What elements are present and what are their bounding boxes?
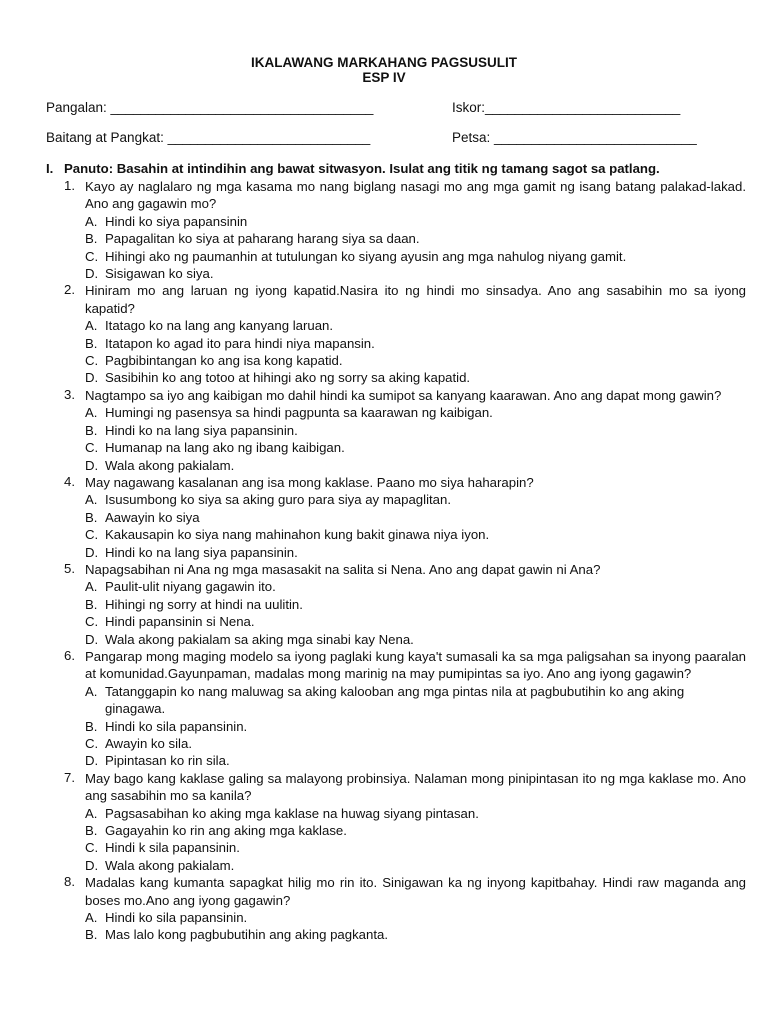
choice-letter: A. [85,579,98,595]
choice-text: Gagayahin ko rin ang aking mga kaklase. [105,823,347,839]
choice-list [64,317,746,387]
question-item [64,474,746,561]
choice-letter: B. [85,509,98,525]
choice-item [64,457,746,474]
choice-letter: A. [85,683,98,699]
exam-title: IKALAWANG MARKAHANG PAGSUSULIT [251,55,517,70]
choice-item [64,735,746,752]
choice-letter: D. [85,266,99,282]
choice-item [64,265,746,282]
choice-item [64,613,746,630]
choice-item [64,335,746,352]
choice-letter: C. [85,614,99,630]
choice-letter: D. [85,457,99,473]
choice-item [64,317,746,334]
question-text: Pangarap mong maging modelo sa iyong paglaki kung kaya't sumasali ka sa mga paligsahan sa inyong paaralan at komunidad.Gayunpaman, madalas mong marinig na may pumipintas sa iyo. Ano ang iyong gagawin? [85,648,746,682]
question-item [64,282,746,386]
choice-text: Wala akong pakialam. [105,857,235,873]
choice-text: Aawayin ko siya [105,509,200,525]
choice-text: Tatanggapin ko nang maluwag sa aking kalooban ang mga pintas nila at pagbubutihin ko ang aking ginagawa. [105,683,685,717]
name-field: Pangalan: ___________________________________ [46,100,374,115]
choice-letter: C. [85,440,99,456]
score-field: Iskor:__________________________ [452,100,681,115]
question-number: 3. [64,386,75,402]
question-number: 5. [64,560,75,576]
choice-letter: B. [85,596,98,612]
grade-section-field: Baitang at Pangkat: ___________________________ [46,130,371,145]
choice-text: Pagsasabihan ko aking mga kaklase na huwag siyang pintasan. [105,805,479,821]
choice-text: Humanap na lang ako ng ibang kaibigan. [105,440,345,456]
choice-text: Hindi ko siya papansinin [105,213,248,229]
choice-list [64,491,746,561]
question-number: 8. [64,874,75,890]
question-number: 6. [64,647,75,663]
choice-item [64,404,746,421]
choice-list [64,683,746,770]
choice-text: Itatapon ko agad ito para hindi niya mapansin. [105,335,375,351]
choice-letter: B. [85,335,98,351]
choice-text: Pagbibintangan ko ang isa kong kapatid. [105,353,343,369]
choice-letter: B. [85,231,98,247]
choice-letter: C. [85,353,99,369]
instructions-number: I. [46,161,54,176]
question-item [64,561,746,648]
choice-letter: B. [85,718,98,734]
question-text: Hiniram mo ang laruan ng iyong kapatid.Nasira ito ng hindi mo sinsadya. Ano ang sasabihin mo sa iyong kapatid? [85,283,746,316]
choice-item [64,596,746,613]
choice-letter: C. [85,736,99,751]
choice-text: Mas lalo kong pagbubutihin ang aking pagkanta. [105,927,389,943]
choice-letter: A. [85,805,98,821]
question-text: Napagsabihan ni Ana ng mga masasakit na salita si Nena. Ano ang dapat gawin ni Ana? [85,561,601,577]
choice-item [64,526,746,543]
choice-list [64,909,746,944]
choice-text: Papagalitan ko siya at paharang harang siya sa daan. [105,231,420,247]
choice-letter: B. [85,927,98,943]
choice-item [64,230,746,247]
choice-list [64,404,746,474]
question-text: Madalas kang kumanta sapagkat hilig mo rin ito. Sinigawan ka ng inyong kapitbahay. Hindi raw maganda ang boses mo.Ano ang iyong gagawin? [85,875,746,908]
choice-letter: B. [85,823,98,839]
choice-list [64,805,746,875]
question-number: 1. [64,178,75,193]
choice-text: Wala akong pakialam sa aking mga sinabi kay Nena. [105,631,414,647]
question-item [64,387,746,474]
instructions [46,161,746,176]
choice-item [64,909,746,926]
choice-text: Itatago ko na lang ang kanyang laruan. [105,318,334,334]
choice-letter: C. [85,840,99,856]
choice-text: Hindi ko na lang siya papansinin. [105,544,298,560]
choice-item [64,683,746,718]
choice-item [64,248,746,265]
choice-item [64,213,746,230]
choice-list [64,578,746,648]
choice-letter: C. [85,527,99,543]
choice-text: Sisigawan ko siya. [105,266,214,282]
question-item [64,874,746,944]
question-number: 2. [64,282,75,298]
choice-text: Hindi k sila papansinin. [105,840,240,856]
choice-text: Wala akong pakialam. [105,457,235,473]
question-number: 7. [64,769,75,785]
choice-letter: D. [85,370,99,386]
choice-letter: D. [85,631,99,647]
question-number: 4. [64,473,75,489]
choice-text: Hindi papansinin si Nena. [105,614,255,630]
choice-item [64,926,746,943]
choice-letter: A. [85,213,98,229]
choice-list [64,213,746,283]
choice-item [64,752,746,769]
choice-item [64,631,746,648]
choice-text: Sasibihin ko ang totoo at hihingi ako ng sorry sa aking kapatid. [105,370,471,386]
question-text: Nagtampo sa iyo ang kaibigan mo dahil hindi ka sumipot sa kanyang kaarawan. Ano ang dapat mong gawin? [85,387,722,403]
choice-item [64,544,746,561]
choice-item [64,422,746,439]
choice-letter: B. [85,422,98,438]
choice-item [64,839,746,856]
choice-text: Hihingi ako ng paumanhin at tutulungan ko siyang ayusin ang mga nahulog niyang gamit. [105,248,627,264]
choice-item [64,805,746,822]
choice-item [64,718,746,735]
choice-letter: A. [85,492,98,508]
exam-subject: ESP IV [362,70,406,85]
choice-item [64,491,746,508]
date-field: Petsa: ___________________________ [452,130,697,145]
choice-text: Kakausapin ko siya nang mahinahon kung bakit ginawa niya iyon. [105,527,490,543]
choice-letter: C. [85,248,99,264]
choice-item [64,369,746,386]
question-text: May bago kang kaklase galing sa malayong probinsiya. Nalaman mong pinipintasan ito ng mga kaklase mo. Ano ang sasabihin mo sa kanila? [85,770,746,804]
choice-letter: D. [85,753,99,769]
choice-item [64,857,746,874]
choice-item [64,509,746,526]
question-item [64,648,746,770]
choice-text: Hindi ko na lang siya papansinin. [105,422,298,438]
instructions-text: Panuto: Basahin at intindihin ang bawat sitwasyon. Isulat ang titik ng tamang sagot sa patlang. [64,161,660,176]
choice-text: Hindi ko sila papansinin. [105,910,248,926]
choice-text: Humingi ng pasensya sa hindi pagpunta sa kaarawan ng kaibigan. [105,405,493,421]
choice-text: Hihingi ng sorry at hindi na uulitin. [105,596,303,612]
question-text: Kayo ay naglalaro ng mga kasama mo nang biglang nasagi mo ang mga gamit ng isang batang palakad-lakad. Ano ang gagawin mo? [85,179,746,212]
choice-item [64,578,746,595]
choice-letter: D. [85,857,99,873]
choice-item [64,822,746,839]
choice-letter: A. [85,318,98,334]
question-text: May nagawang kasalanan ang isa mong kaklase. Paano mo siya haharapin? [85,474,534,490]
choice-text: Awayin ko sila. [105,736,192,751]
question-item [64,770,746,874]
question-list [64,178,746,944]
choice-letter: A. [85,405,98,421]
choice-item [64,352,746,369]
choice-item [64,439,746,456]
choice-text: Paulit-ulit niyang gagawin ito. [105,579,276,595]
choice-text: Hindi ko sila papansinin. [105,718,248,734]
choice-letter: A. [85,910,98,926]
choice-text: Isusumbong ko siya sa aking guro para siya ay mapaglitan. [105,492,451,508]
choice-letter: D. [85,544,99,560]
question-item [64,178,746,282]
choice-text: Pipintasan ko rin sila. [105,753,230,769]
